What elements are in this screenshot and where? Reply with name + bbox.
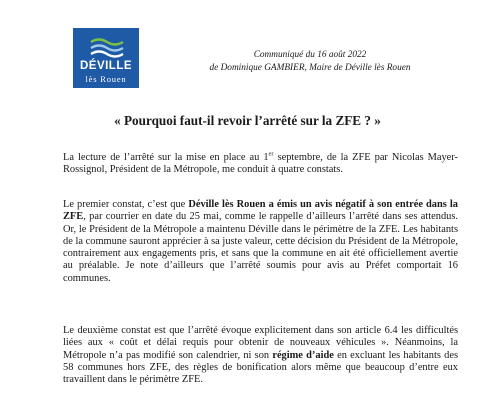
paragraph-2: Le premier constat, c’est que Déville lès Rouen a émis un avis négatif à son entrée dans la ZFE, par courrier en date du 25 mai, comme le rappelle d’ailleurs l’arrêté dans ses attendus. Or, le Président de la Métropole a maintenu Déville dans le périmètre de la ZFE. Les habitants de la commune sauront apprécier à sa juste valeur, cette décision du Président de la Métropole, contrairement aux engagements pris, et sans que la commune en ait été officiellement avertie au préalable. Je note d’ailleurs que l’arrêté soumis pour avis au Préfet comportait 16 communes. xyxy=(63,199,458,284)
paragraph-3: Le deuxième constat est que l’arrêté évoque explicitement dans son article 6.4 les difficultés liées aux « coût et délai requis pour obtenir de nouveaux véhicules ». Néanmoins, la Métropole n’a pas modifié son calendrier, ni son régime d’aide en excluant les habitants des 58 communes hors ZFE, des règles de bonification alors même que beaucoup d’entre eux travaillent dans le périmètre ZFE. xyxy=(63,325,458,386)
logo-subname: lès Rouen xyxy=(85,74,127,84)
press-release-author: de Dominique GAMBIER, Maire de Déville lès Rouen xyxy=(209,63,411,73)
emphasis-text: régime d’aide xyxy=(272,349,334,361)
ville-logo xyxy=(73,28,139,88)
logo-name: DÉVILLE xyxy=(79,60,133,72)
paragraph-1: La lecture de l’arrêté sur la mise en place au 1er septembre, de la ZFE par Nicolas Mayer-Rossignol, Président de la Métropole, me conduit à quatre constats. xyxy=(63,150,458,176)
document-title: « Pourquoi faut-il revoir l’arrêté sur la ZFE ? » xyxy=(114,113,381,128)
emphasis-text: Déville lès Rouen a émis un avis négatif à son entrée dans la ZFE xyxy=(63,199,458,223)
press-release-date: Communiqué du 16 août 2022 xyxy=(253,50,367,60)
